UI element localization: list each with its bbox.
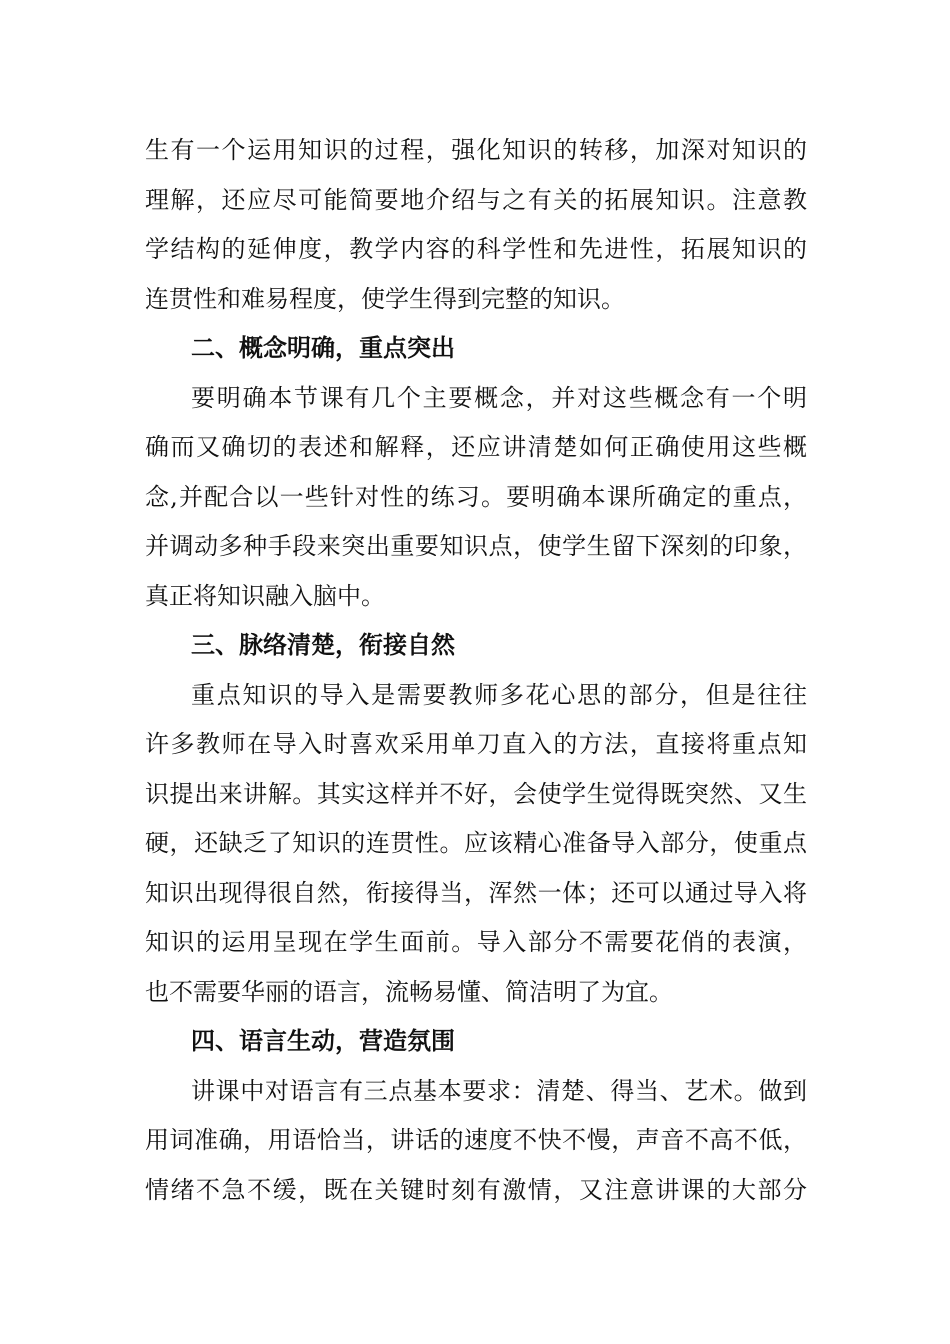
paragraph-line: 用词准确，用语恰当，讲话的速度不快不慢，声音不高不低， bbox=[145, 1126, 807, 1154]
paragraph-line: 情绪不急不缓，既在关键时刻有激情，又注意讲课的大部分 bbox=[145, 1175, 807, 1204]
paragraph-line: 许多教师在导入时喜欢采用单刀直入的方法，直接将重点知 bbox=[145, 730, 807, 758]
paragraph-line: 重点知识的导入是需要教师多花心思的部分，但是往往 bbox=[191, 680, 807, 709]
paragraph-line: 确而又确切的表述和解释，还应讲清楚如何正确使用这些概 bbox=[145, 433, 807, 461]
paragraph-line: 硬，还缺乏了知识的连贯性。应该精心准备导入部分，使重点 bbox=[145, 829, 807, 857]
paragraph-line: 并调动多种手段来突出重要知识点，使学生留下深刻的印象， bbox=[145, 532, 807, 560]
section-heading-2: 二、概念明确，重点突出 bbox=[191, 334, 455, 362]
document-body bbox=[145, 126, 807, 1215]
paragraph-line: 也不需要华丽的语言，流畅易懂、简洁明了为宜。 bbox=[145, 977, 673, 1006]
paragraph-line: 识提出来讲解。其实这样并不好，会使学生觉得既突然、又生 bbox=[145, 779, 807, 808]
paragraph-line: 学结构的延伸度，教学内容的科学性和先进性，拓展知识的 bbox=[145, 235, 807, 263]
paragraph-line: 知识的运用呈现在学生面前。导入部分不需要花俏的表演， bbox=[145, 928, 807, 956]
paragraph-line: 理解，还应尽可能简要地介绍与之有关的拓展知识。注意教 bbox=[145, 185, 807, 214]
paragraph-line: 要明确本节课有几个主要概念，并对这些概念有一个明 bbox=[191, 383, 807, 412]
paragraph-line: 生有一个运用知识的过程，强化知识的转移，加深对知识的 bbox=[145, 136, 807, 164]
paragraph-line: 讲课中对语言有三点基本要求：清楚、得当、艺术。做到 bbox=[191, 1076, 807, 1105]
paragraph-line: 连贯性和难易程度，使学生得到完整的知识。 bbox=[145, 284, 625, 313]
section-heading-3: 三、脉络清楚，衔接自然 bbox=[191, 631, 455, 659]
section-heading-4: 四、语言生动，营造氛围 bbox=[191, 1027, 455, 1055]
paragraph-line: 真正将知识融入脑中。 bbox=[145, 581, 385, 610]
paragraph-line: 念,并配合以一些针对性的练习。要明确本课所确定的重点， bbox=[145, 482, 807, 511]
paragraph-line: 知识出现得很自然，衔接得当，浑然一体；还可以通过导入将 bbox=[145, 878, 807, 907]
